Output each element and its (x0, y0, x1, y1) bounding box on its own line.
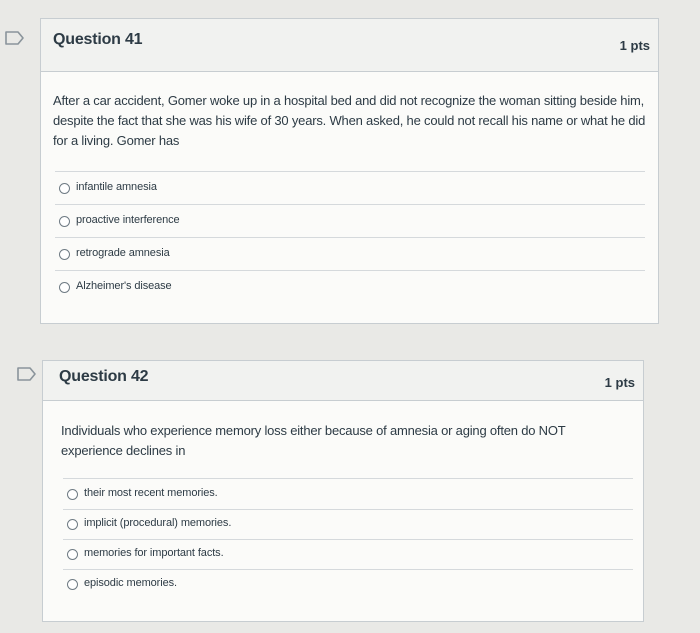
question-points: 1 pts (604, 375, 635, 390)
radio-button[interactable] (59, 282, 70, 293)
question-text: After a car accident, Gomer woke up in a hospital bed and did not recognize the woman sitting beside him, despite the fact that she was his wife of 30 years. When asked, he could not recall his name or what he did for a living. Gomer has (53, 93, 646, 148)
radio-button[interactable] (59, 249, 70, 260)
flag-question-icon[interactable] (16, 366, 38, 382)
answer-label[interactable]: episodic memories. (84, 577, 177, 589)
answer-option[interactable] (55, 204, 645, 237)
answer-option[interactable] (63, 478, 633, 509)
question-points: 1 pts (619, 38, 650, 53)
answer-label[interactable]: proactive interference (76, 214, 180, 226)
answer-list (63, 478, 633, 599)
answer-option[interactable] (63, 509, 633, 539)
question-card (42, 360, 644, 622)
radio-button[interactable] (67, 519, 78, 530)
radio-button[interactable] (59, 183, 70, 194)
answer-option[interactable] (55, 270, 645, 303)
answer-label[interactable]: infantile amnesia (76, 181, 157, 193)
answer-label[interactable]: their most recent memories. (84, 487, 218, 499)
answer-label[interactable]: memories for important facts. (84, 547, 224, 559)
question-card (40, 18, 659, 324)
radio-button[interactable] (59, 216, 70, 227)
answer-option[interactable] (63, 569, 633, 599)
question-text: Individuals who experience memory loss either because of amnesia or aging often do NOT experience declines in (61, 423, 566, 458)
question-title: Question 42 (59, 368, 149, 385)
question-header (43, 361, 643, 401)
answer-option[interactable] (55, 171, 645, 204)
radio-button[interactable] (67, 549, 78, 560)
answer-list (55, 171, 645, 303)
answer-label[interactable]: retrograde amnesia (76, 247, 170, 259)
flag-question-icon[interactable] (4, 30, 26, 46)
question-title: Question 41 (53, 31, 143, 48)
radio-button[interactable] (67, 579, 78, 590)
question-header (41, 19, 658, 72)
answer-option[interactable] (55, 237, 645, 270)
answer-option[interactable] (63, 539, 633, 569)
answer-label[interactable]: Alzheimer's disease (76, 280, 172, 292)
answer-label[interactable]: implicit (procedural) memories. (84, 517, 232, 529)
radio-button[interactable] (67, 489, 78, 500)
